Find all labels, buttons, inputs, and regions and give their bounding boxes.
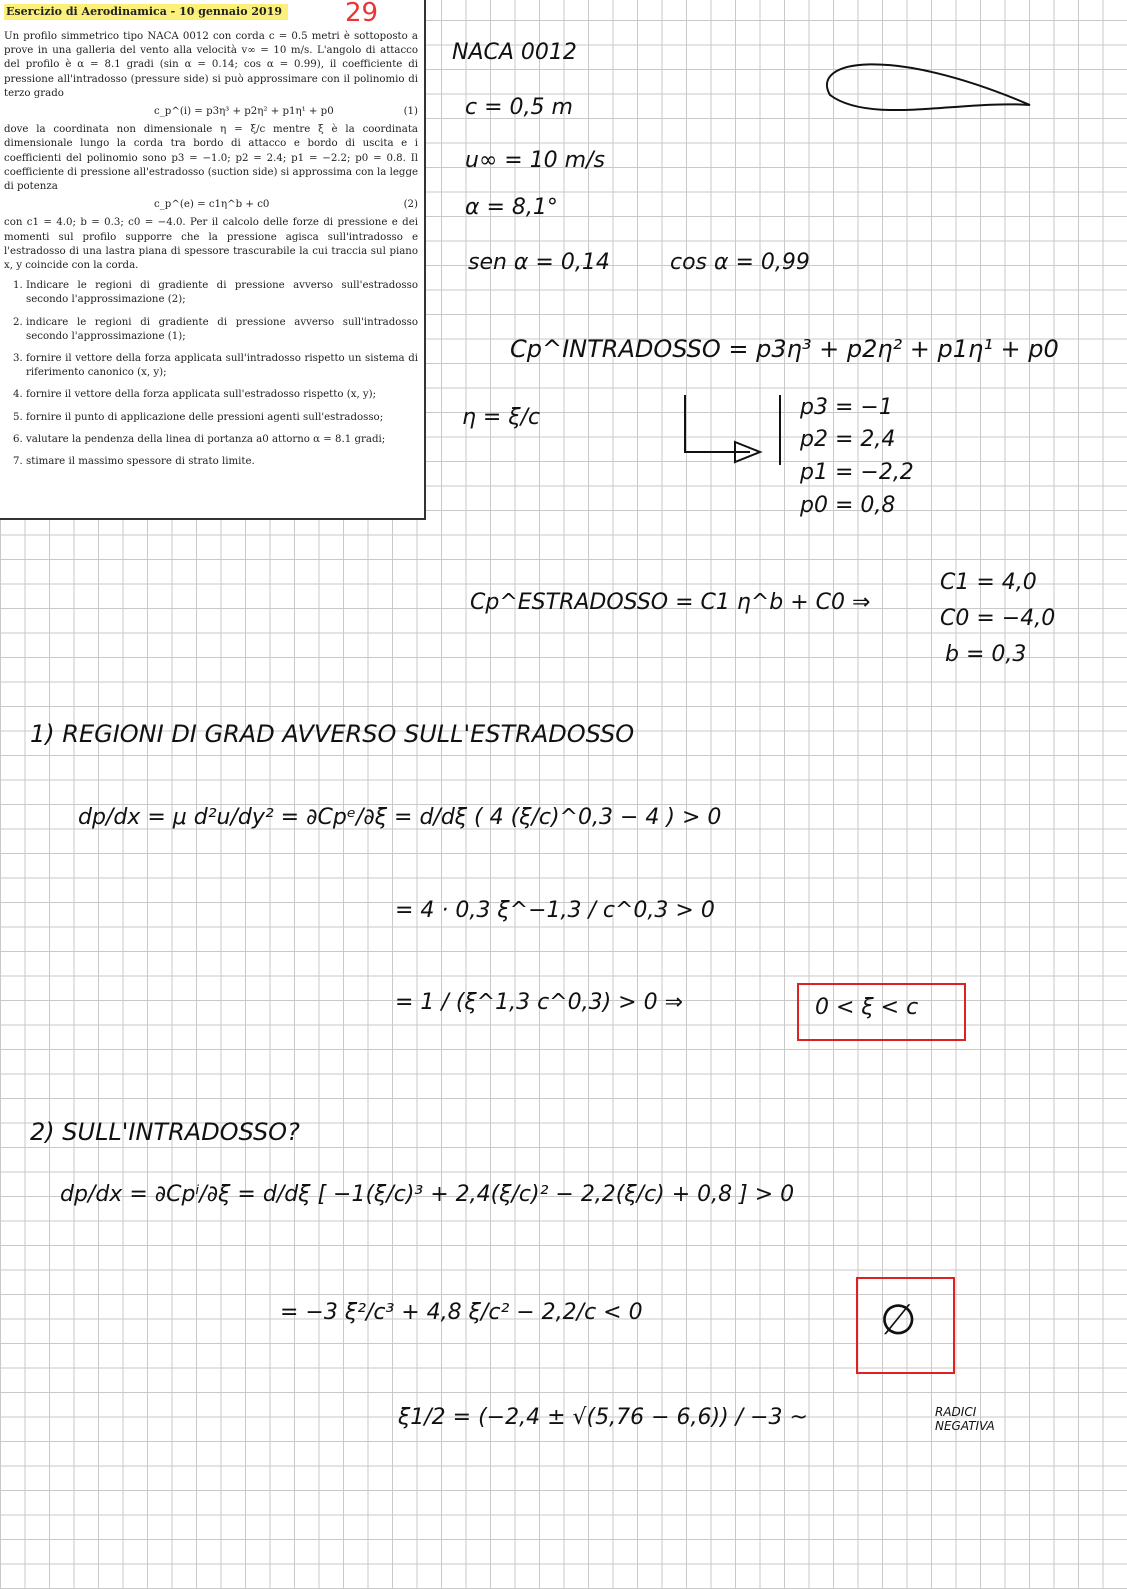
task-item: 6. valutare la pendenza della linea di portanza a0 attorno α = 8.1 gradi; xyxy=(26,433,418,447)
note-cp-estradosso: Cp^ESTRADOSSO = C1 η^b + C0 ⇒ xyxy=(470,590,871,615)
note-cp-intradosso: Cp^INTRADOSSO = p3η³ + p2η² + p1η¹ + p0 xyxy=(510,335,1059,363)
task-item: 1. Indicare le regioni di gradiente di pressione avverso sull'estradosso secondo l'approssimazione (2); xyxy=(26,279,418,307)
equation-2: c_p^(e) = c1η^b + c0 xyxy=(154,199,270,211)
section-1-line-2: = 4 · 0,3 ξ^−1,3 / c^0,3 > 0 xyxy=(395,898,715,923)
empty-set-answer: ∅ xyxy=(880,1295,917,1344)
note-sin: sen α = 0,14 xyxy=(468,250,610,275)
answer-1: 0 < ξ < c xyxy=(815,995,919,1020)
task-item: 2. indicare le regioni di gradiente di pressione avverso sull'intradosso secondo l'approssimazione (1); xyxy=(26,316,418,344)
note-c1: C1 = 4,0 xyxy=(940,570,1037,595)
arrow-icon xyxy=(680,390,790,470)
exercise-text xyxy=(0,0,426,520)
section-2-line-2: = −3 ξ²/c³ + 4,8 ξ/c² − 2,2/c < 0 xyxy=(280,1300,643,1325)
roots-note: RADICI NEGATIVA xyxy=(935,1405,995,1433)
paragraph: con c1 = 4.0; b = 0.3; c0 = −4.0. Per il calcolo delle forze di pressione e dei momenti sul profilo supporre che la pressione agisca sull'intradosso e l'estradosso di una lastra piana di spessore trascurabile la cui traccia sul piano x, y coincide con la corda. xyxy=(4,217,418,272)
note-p0: p0 = 0,8 xyxy=(800,493,896,518)
task-item: 3. fornire il vettore della forza applicata sull'intradosso rispetto un sistema di riferimento canonico (x, y); xyxy=(26,352,418,380)
note-p1: p1 = −2,2 xyxy=(800,460,914,485)
equation-1: c_p^(i) = p3η³ + p2η² + p1η¹ + p0 xyxy=(154,106,334,118)
note-chord: c = 0,5 m xyxy=(465,95,573,120)
note-c0: C0 = −4,0 xyxy=(940,606,1056,631)
section-2-line-1: dp/dx = ∂Cpⁱ/∂ξ = d/dξ [ −1(ξ/c)³ + 2,4(ξ/c)² − 2,2(ξ/c) + 0,8 ] > 0 xyxy=(60,1182,795,1207)
note-cos: cos α = 0,99 xyxy=(670,250,810,275)
note-p3: p3 = −1 xyxy=(800,395,893,420)
note-velocity: u∞ = 10 m/s xyxy=(465,148,605,173)
airfoil-sketch xyxy=(810,40,1040,150)
equation-number: (1) xyxy=(403,106,418,118)
section-2-heading: 2) SULL'INTRADOSSO? xyxy=(30,1118,300,1146)
section-1-heading: 1) REGIONI DI GRAD AVVERSO SULL'ESTRADOSSO xyxy=(30,720,635,748)
equation-number: (2) xyxy=(403,199,418,211)
note-b: b = 0,3 xyxy=(945,642,1027,667)
task-item: 4. fornire il vettore della forza applicata sull'estradosso rispetto (x, y); xyxy=(26,388,418,402)
note-naca: NACA 0012 xyxy=(452,40,577,65)
task-list xyxy=(4,279,418,469)
paragraph: dove la coordinata non dimensionale η = ξ/c mentre ξ è la coordinata dimensionale lungo la corda tra bordo di attacco e bordo di uscita e i coefficienti del polinomio sono p3 = −1.0; p2 = 2.4; p1 = −2.2; p0 = 0.8. Il coefficiente di pressione all'estradosso (suction side) si approssima con la legge di potenza xyxy=(4,124,418,193)
section-2-roots: ξ1/2 = (−2,4 ± √(5,76 − 6,6)) / −3 ~ xyxy=(398,1405,808,1430)
task-item: 7. stimare il massimo spessore di strato limite. xyxy=(26,455,418,469)
paragraph: Un profilo simmetrico tipo NACA 0012 con corda c = 0.5 metri è sottoposto a prove in una galleria del vento alla velocità v∞ = 10 m/s. L'angolo di attacco del profilo è α = 8.1 gradi (sin α = 0.14; cos α = 0.99), il coefficiente di pressione all'intradosso (pressure side) si può approssimare con il polinomio di terzo grado xyxy=(4,31,418,99)
task-item: 5. fornire il punto di applicazione delle pressioni agenti sull'estradosso; xyxy=(26,411,418,425)
note-p2: p2 = 2,4 xyxy=(800,427,896,452)
exercise-title: Esercizio di Aerodinamica - 10 gennaio 2019 xyxy=(4,4,288,20)
note-eta: η = ξ/c xyxy=(462,405,541,430)
note-alpha: α = 8,1° xyxy=(465,195,558,220)
section-1-line-1: dp/dx = μ d²u/dy² = ∂Cpᵉ/∂ξ = d/dξ ( 4 (ξ/c)^0,3 − 4 ) > 0 xyxy=(78,805,722,830)
page-number: 29 xyxy=(345,0,379,28)
section-1-line-3: = 1 / (ξ^1,3 c^0,3) > 0 ⇒ xyxy=(395,990,684,1015)
